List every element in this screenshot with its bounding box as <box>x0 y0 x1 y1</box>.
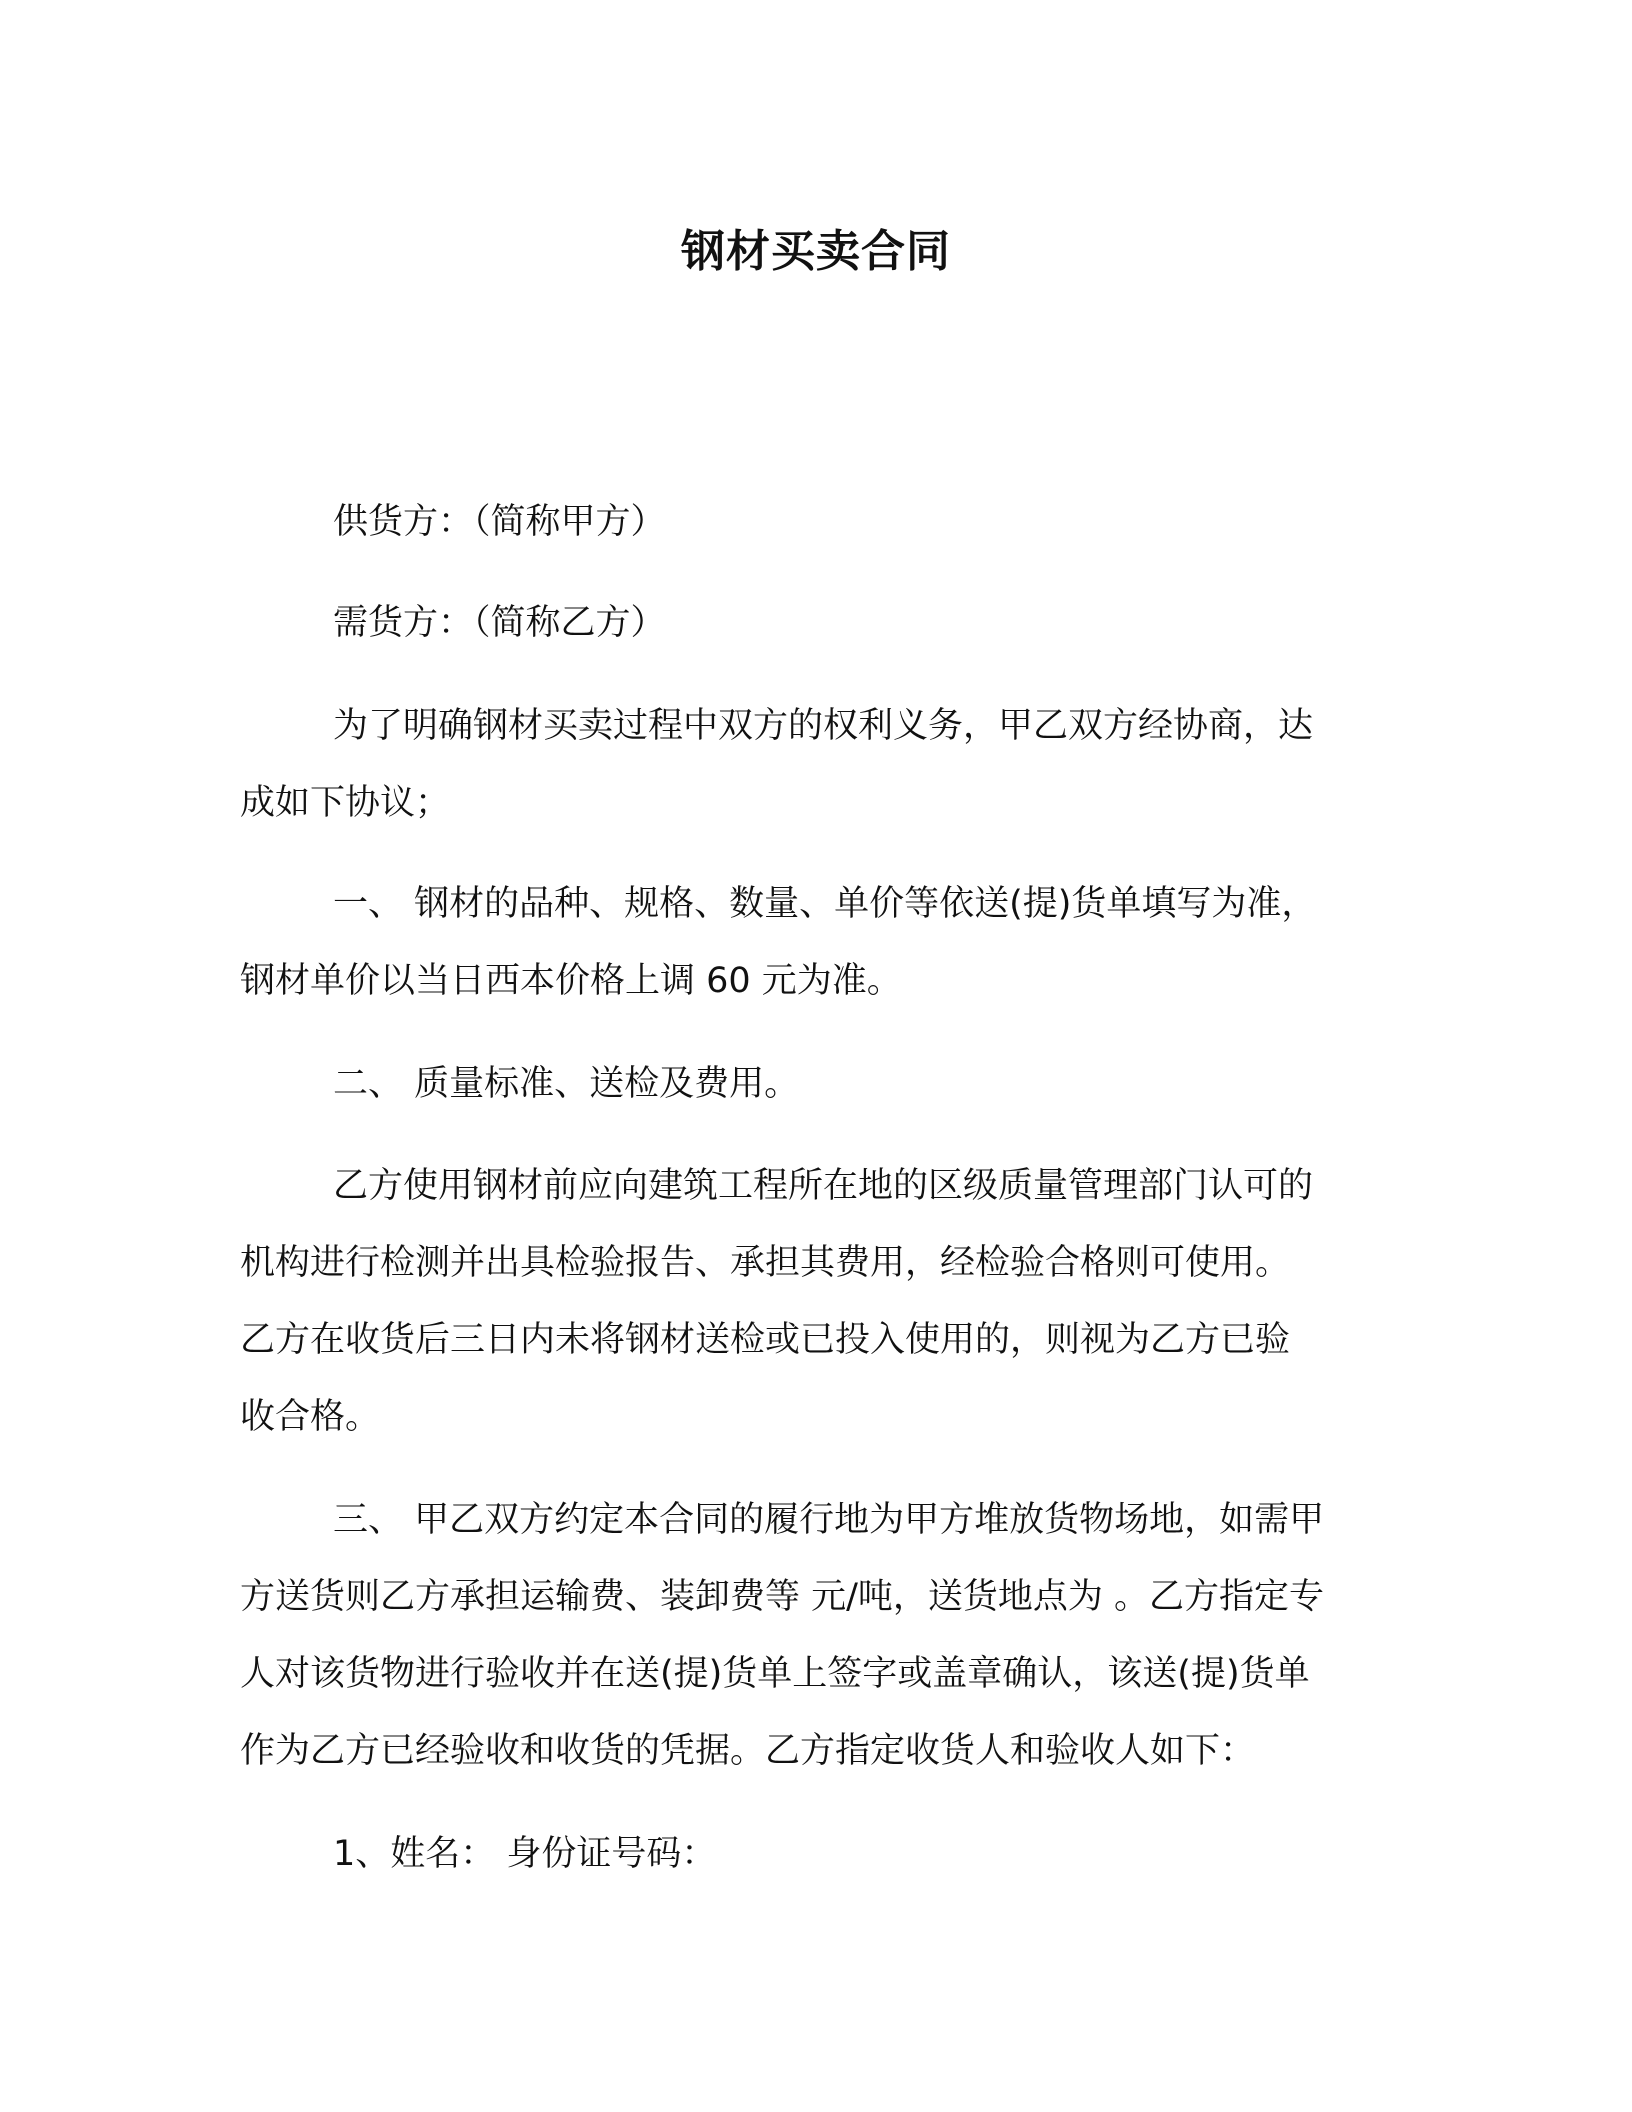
intro-line-2: 成如下协议； <box>240 783 451 823</box>
buyer-text: 需货方：（简称乙方） <box>333 603 666 643</box>
clause-2-heading <box>240 1046 1380 1123</box>
buyer-line <box>240 585 1380 662</box>
clause-2-paragraph <box>240 1148 1380 1456</box>
clause-3-paragraph <box>240 1482 1380 1790</box>
clause-1-line-2: 钢材单价以当日西本价格上调 60 元为准。 <box>240 961 902 1001</box>
clause-2-heading-text: 二、 质量标准、送检及费用。 <box>333 1064 800 1104</box>
clause-1-paragraph <box>240 866 1380 1020</box>
intro-line-1: 为了明确钢材买卖过程中双方的权利义务，甲乙双方经协商，达 <box>333 706 1314 746</box>
clause-3-line-4: 作为乙方已经验收和收货的凭据。乙方指定收货人和验收人如下： <box>240 1731 1256 1771</box>
clause-2-line-3: 乙方在收货后三日内未将钢材送检或已投入使用的，则视为乙方已验 <box>240 1320 1291 1360</box>
clause-2-line-4: 收合格。 <box>240 1397 381 1437</box>
clause-2-line-2: 机构进行检测并出具检验报告、承担其费用，经检验合格则可使用。 <box>240 1243 1291 1283</box>
intro-paragraph <box>240 688 1380 842</box>
clause-2-line-1: 乙方使用钢材前应向建筑工程所在地的区级质量管理部门认可的 <box>333 1166 1314 1206</box>
clause-3-line-2: 方送货则乙方承担运输费、装卸费等 元/吨，送货地点为 。乙方指定专 <box>240 1577 1325 1617</box>
clause-3-line-3: 人对该货物进行验收并在送(提)货单上签字或盖章确认，该送(提)货单 <box>240 1654 1310 1694</box>
document-title: 钢材买卖合同 <box>681 226 951 277</box>
clause-3-line-1: 三、 甲乙双方约定本合同的履行地为甲方堆放货物场地，如需甲 <box>333 1500 1325 1540</box>
item-1-line <box>240 1816 1380 1893</box>
item-1-text: 1、姓名： 身份证号码： <box>333 1834 717 1874</box>
supplier-line <box>240 484 1380 561</box>
clause-1-line-1: 一、 钢材的品种、规格、数量、单价等依送(提)货单填写为准， <box>333 884 1317 924</box>
supplier-text: 供货方：（简称甲方） <box>333 502 666 542</box>
